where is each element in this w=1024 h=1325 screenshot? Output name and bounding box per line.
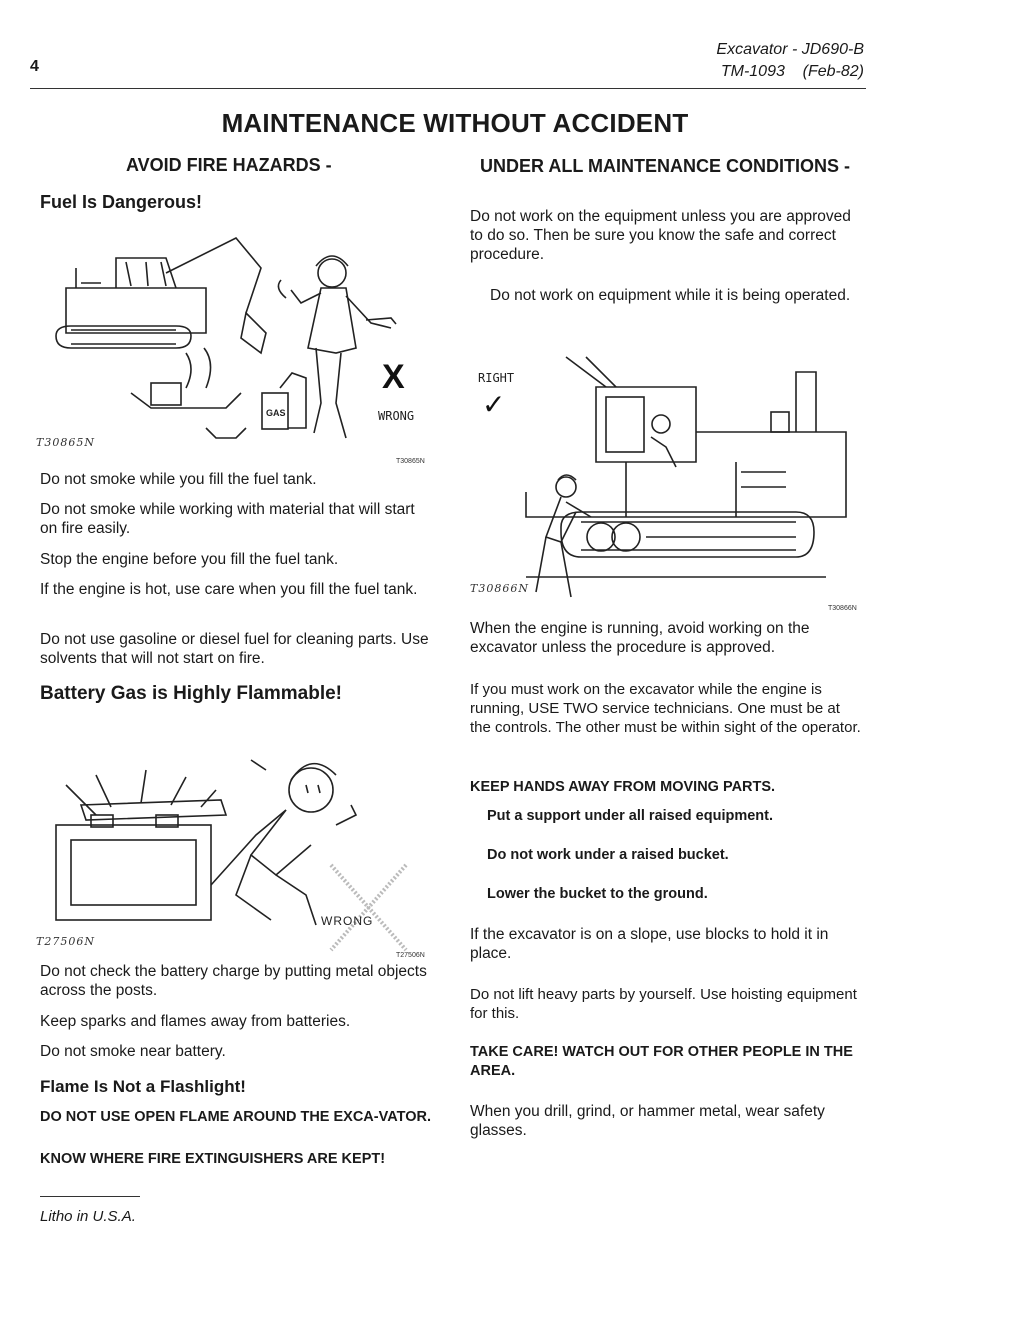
wrong-label: WRONG (378, 409, 415, 423)
hands-item-2: Do not work under a raised bucket. (487, 847, 729, 863)
figure-code: T27506N (36, 935, 95, 948)
flame-warning-2: KNOW WHERE FIRE EXTINGUISHERS ARE KEPT! (40, 1151, 386, 1167)
header-rule (30, 88, 866, 89)
take-care-heading: TAKE CARE! WATCH OUT FOR OTHER PEOPLE IN THE AREA. (470, 1044, 853, 1079)
figure-code: T30866N (470, 582, 529, 595)
battery-explosion-illustration (36, 745, 436, 960)
wrong-x-mark: X (382, 358, 405, 396)
footer-litho: Litho in U.S.A. (40, 1208, 136, 1225)
excavator-refuel-smoking-illustration (36, 228, 436, 465)
wrong-label: WRONG (321, 914, 374, 928)
battery-para-2: Keep sparks and flames away from batteries. (40, 1013, 351, 1030)
hands-item-1: Put a support under all raised equipment. (487, 808, 774, 824)
figure-caption: T27506N (396, 952, 425, 959)
hands-item-3: Lower the bucket to the ground. (487, 886, 708, 902)
fuel-para-2: Do not smoke while working with material that will start on fire easily. (40, 501, 415, 537)
flame-warning-1: DO NOT USE OPEN FLAME AROUND THE EXCA-VATOR. (40, 1109, 431, 1125)
slope-para: If the excavator is on a slope, use blocks to hold it in place. (470, 926, 829, 962)
gas-can-label: GAS (266, 408, 286, 418)
figure-code: T30865N (36, 436, 95, 449)
safety-glasses-para: When you drill, grind, or hammer metal, wear safety glasses. (470, 1103, 825, 1139)
fuel-para-5: Do not use gasoline or diesel fuel for cleaning parts. Use solvents that will not start on fire. (40, 631, 429, 667)
fuel-para-4: If the engine is hot, use care when you fill the fuel tank. (40, 581, 418, 598)
maintenance-conditions-heading: UNDER ALL MAINTENANCE CONDITIONS - (480, 156, 850, 176)
excavator-technician-illustration (466, 352, 866, 617)
fuel-para-3: Stop the engine before you fill the fuel tank. (40, 551, 339, 568)
flame-heading: Flame Is Not a Flashlight! (40, 1077, 246, 1096)
fuel-para-1: Do not smoke while you fill the fuel tank. (40, 471, 317, 488)
page-number: 4 (30, 58, 39, 75)
figure-caption: T30866N (828, 605, 857, 612)
header-manual: TM-1093 (Feb-82) (720, 63, 864, 80)
fire-hazards-heading: AVOID FIRE HAZARDS - (126, 155, 332, 175)
running-para-1: When the engine is running, avoid working on the excavator unless the procedure is approved. (470, 620, 810, 656)
figure-caption: T30865N (396, 458, 425, 465)
fuel-heading: Fuel Is Dangerous! (40, 192, 203, 212)
right-label: RIGHT (478, 371, 515, 385)
footer-rule (40, 1196, 140, 1197)
running-para-2: If you must work on the excavator while the engine is running, USE TWO service technicians. One must be at the controls. The other must be within sight of the operator. (470, 681, 861, 736)
header-model: Excavator - JD690-B (716, 41, 864, 58)
page-title: MAINTENANCE WITHOUT ACCIDENT (221, 108, 689, 138)
moving-parts-heading: KEEP HANDS AWAY FROM MOVING PARTS. (470, 779, 776, 795)
battery-para-3: Do not smoke near battery. (40, 1043, 226, 1060)
battery-para-1: Do not check the battery charge by putting metal objects across the posts. (40, 963, 427, 999)
conditions-para-2: Do not work on equipment while it is being operated. (490, 287, 851, 304)
check-mark: ✓ (482, 388, 506, 421)
battery-heading: Battery Gas is Highly Flammable! (40, 683, 342, 704)
hoisting-para: Do not lift heavy parts by yourself. Use hoisting equipment for this. (470, 986, 857, 1022)
conditions-para-1: Do not work on the equipment unless you are approved to do so. Then be sure you know the safe and correct procedure. (470, 208, 851, 263)
